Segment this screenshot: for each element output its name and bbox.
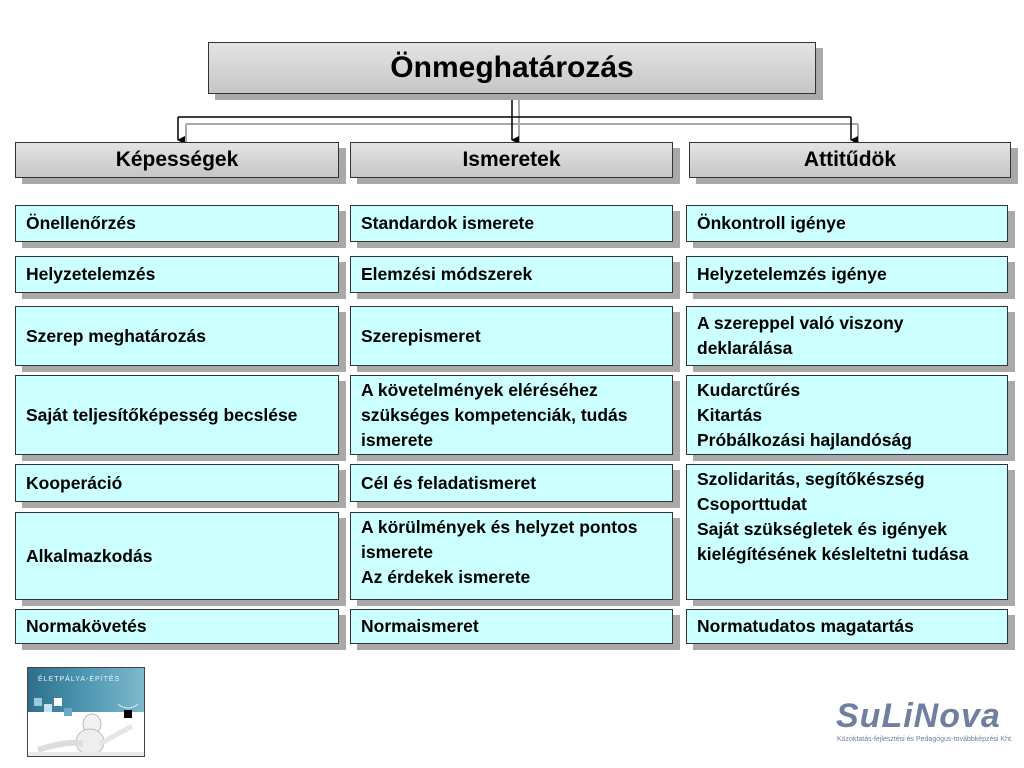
cell-text: Elemzési módszerek (361, 264, 533, 284)
cell-kepessegek-2 (15, 256, 339, 293)
cell-text: Saját teljesítőképesség becslése (26, 404, 298, 425)
title-box (208, 42, 816, 94)
sulinova-tagline: Közoktatás-fejlesztési és Pedagógus-továbbképzési Kht. (837, 736, 1013, 743)
cell-kepessegek-5 (15, 464, 339, 502)
cell-text: Önkontroll igénye (697, 213, 846, 233)
sulinova-logo: SuLiNova (836, 697, 1001, 735)
cell-attitudok-3 (686, 306, 1008, 366)
cell-text: Kudarctűrés Kitartás Próbálkozási hajlandóság (697, 379, 912, 450)
cell-ismeretek-4 (350, 375, 673, 455)
cell-text: Normakövetés (26, 616, 147, 636)
cell-attitudok-1 (686, 205, 1008, 242)
cell-text: Szolidaritás, segítőkészség Csoporttudat Saját szükségletek és igények kielégítésének késleltetni tudása (697, 469, 969, 564)
cell-text: Normatudatos magatartás (697, 616, 914, 636)
cell-text: Helyzetelemzés (26, 264, 156, 284)
column-header-ismeretek (350, 142, 673, 178)
cell-text: A szereppel való viszony deklarálása (697, 313, 904, 358)
cell-attitudok-6 (686, 609, 1008, 644)
cell-text: A körülmények és helyzet pontos ismerete Az érdekek ismerete (361, 517, 638, 587)
column-header-label: Ismeretek (462, 148, 561, 171)
cell-kepessegek-7 (15, 609, 339, 644)
cell-attitudok-4 (686, 375, 1008, 455)
cell-ismeretek-1 (350, 205, 673, 242)
cell-text: Szerep meghatározás (26, 325, 206, 346)
cell-text: Alkalmazkodás (26, 545, 153, 566)
title-text: Önmeghatározás (390, 51, 634, 84)
cell-ismeretek-7 (350, 609, 673, 644)
figure-illustration (28, 704, 145, 757)
cell-kepessegek-4 (15, 375, 339, 455)
eletpalya-logo (27, 667, 145, 757)
cell-text: Helyzetelemzés igénye (697, 264, 887, 284)
logo-text: ÉLETPÁLYA-ÉPÍTÉS (38, 676, 121, 683)
cell-ismeretek-3 (350, 306, 673, 366)
cell-ismeretek-5 (350, 464, 673, 502)
cell-text: Standardok ismerete (361, 213, 535, 233)
cell-text: A követelmények eléréséhez szükséges kompetenciák, tudás ismerete (361, 379, 628, 450)
cell-attitudok-2 (686, 256, 1008, 293)
cell-text: Önellenőrzés (26, 213, 136, 233)
column-header-attitudok (689, 142, 1011, 178)
column-header-kepessegek (15, 142, 339, 178)
cell-ismeretek-2 (350, 256, 673, 293)
column-header-label: Attitűdök (803, 148, 897, 171)
cell-text: Normaismeret (361, 616, 479, 636)
cell-kepessegek-6 (15, 512, 339, 600)
cell-ismeretek-6 (350, 512, 673, 600)
cell-text: Cél és feladatismeret (361, 472, 537, 493)
cell-kepessegek-1 (15, 205, 339, 242)
cell-kepessegek-3 (15, 306, 339, 366)
cell-text: Szerepismeret (361, 325, 481, 346)
column-header-label: Képességek (115, 148, 239, 171)
cell-text: Kooperáció (26, 472, 123, 493)
cell-attitudok-5 (686, 464, 1008, 600)
